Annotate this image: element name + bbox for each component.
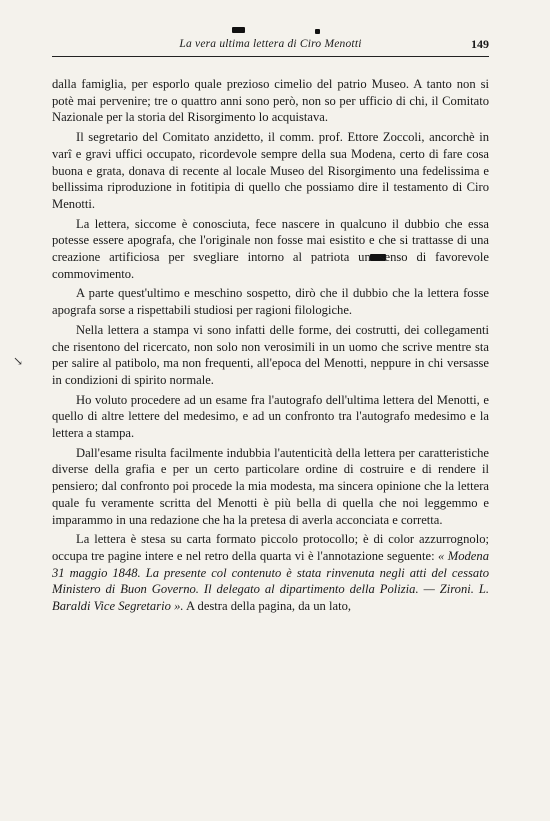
paragraph: La lettera, siccome è conosciuta, fece nascere in qualcuno il dubbio che essa potesse essere apografa, che l'originale non fosse mai esistito e che si trattasse di una creazione artificiosa per svegliare intorno al patriota un senso di favorevole commovimento. bbox=[52, 216, 489, 281]
running-header bbox=[52, 36, 489, 52]
paragraph-lead: La lettera è stesa su carta formato piccolo protocollo; è di color azzurrognolo; occupa tre pagine intere e nel retro della quarta vi è l'annotazione seguente: bbox=[52, 532, 489, 563]
paragraph-tail: A destra della pagina, da un lato, bbox=[183, 599, 352, 614]
page-number: 149 bbox=[471, 37, 489, 51]
paragraph: Dall'esame risulta facilmente indubbia l'autenticità della lettera per caratteristiche diverse della grafia e per un certo particolare ordine di costruire e di rendere il pensiero; dal confronto poi procede la mia modesta, ma sincera opinione che la lettera quale fu veramente scritta del Menotti è più bella di quella che noi leggemmo e imparammo in una redazione che ha la pretesa di averla acconciata e corretta. bbox=[52, 445, 489, 527]
paragraph: Il segretario del Comitato anzidetto, il comm. prof. Ettore Zoccoli, ancorchè in varî e gravi uffici occupato, ricordevole sempre della sua Modena, certo di fare cosa buona e grata, donava di recente al locale Museo del Risorgimento una fedelissima e bellissima riproduzione in fotitipia di quello che possiamo dire il testamento di Ciro Menotti. bbox=[52, 130, 489, 211]
archival-annotation-quote: « Modena 31 maggio 1848. La presente col contenuto è stata rinvenuta negli atti del cessato Ministero di Buon Governo. Il delegato al dipartimento della Polizia. — Zironi. L. Baraldi Vice Segretario ». bbox=[52, 548, 489, 614]
header-rule bbox=[52, 56, 489, 57]
margin-mark: ↘ bbox=[13, 354, 24, 368]
running-title: La vera ultima lettera di Ciro Menotti bbox=[179, 38, 362, 50]
paragraph: Ho voluto procedere ad un esame fra l'autografo dell'ultima lettera del Menotti, e quello di altre lettere del medesimo, e ad un confronto tra l'autografo medesimo e la lettera a stampa. bbox=[52, 392, 489, 441]
paragraph-with-quote bbox=[52, 531, 489, 615]
paragraph: Nella lettera a stampa vi sono infatti delle forme, dei costrutti, dei collegamenti che risentono del ricercato, non solo non verosimili in un uomo che scrive mentre sta per salire al patibolo, ma non frequenti, all'epoca del Menotti, neppure in chi versasse in condizioni di spirito normale. bbox=[52, 322, 489, 387]
paragraph: A parte quest'ultimo e meschino sospetto, dirò che il dubbio che la lettera fosse apografa sorse a rispettabili studiosi per ragioni filologiche. bbox=[52, 286, 489, 318]
paragraph: dalla famiglia, per esporlo quale prezioso cimelio del patrio Museo. A tanto non si potè mai pervenire; tre o quattro anni sono però, non so per ufficio di chi, il Comitato Nazionale per la storia del Risorgimento lo acquistava. bbox=[52, 77, 489, 125]
ink-mark-top-small bbox=[315, 29, 320, 34]
ink-mark-top bbox=[232, 27, 245, 33]
body-text bbox=[52, 76, 489, 618]
